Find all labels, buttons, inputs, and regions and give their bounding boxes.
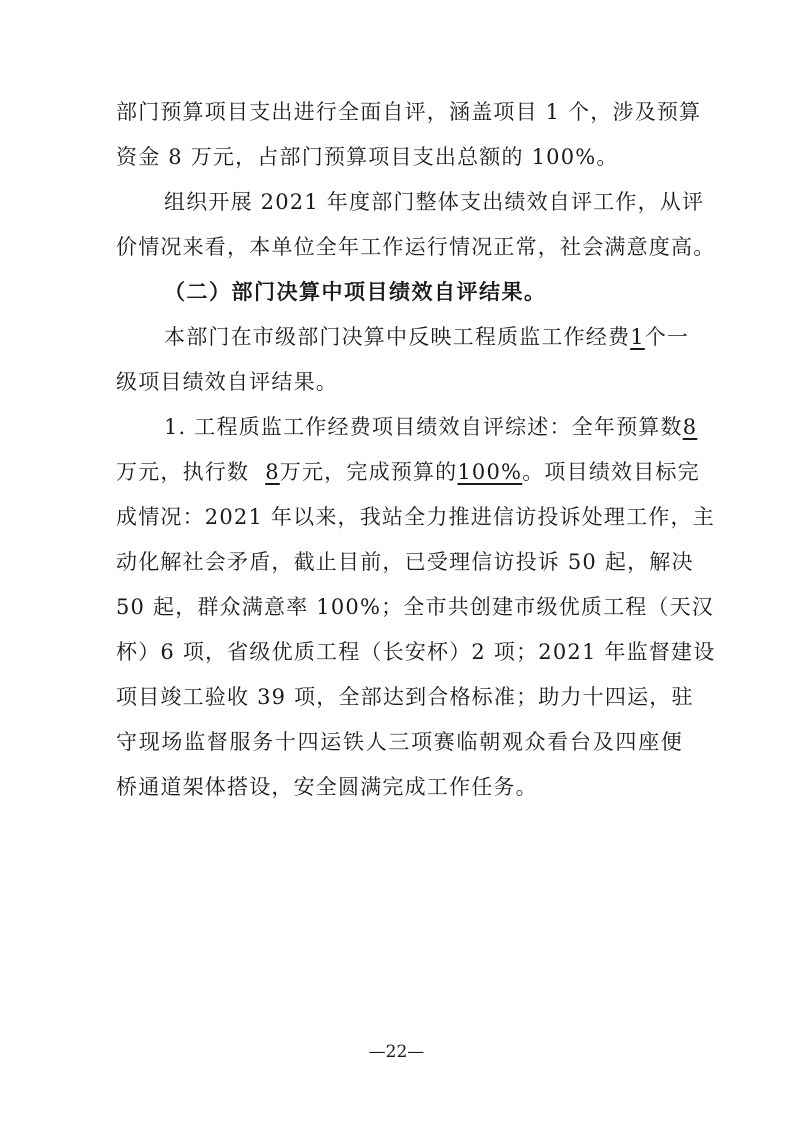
text-line: 杯）6 项，省级优质工程（长安杯）2 项；2021 年监督建设 xyxy=(116,640,716,664)
project-count-underlined: 1 xyxy=(630,325,645,349)
text-line xyxy=(116,457,700,487)
text-line: 成情况：2021 年以来，我站全力推进信访投诉处理工作，主 xyxy=(116,505,715,529)
text-line: 桥通道架体搭设，安全圆满完成工作任务。 xyxy=(116,775,538,799)
text-line: 组织开展 2021 年度部门整体支出绩效自评工作，从评 xyxy=(164,190,705,214)
text-segment: 1. 工程质监工作经费项目绩效自评综述：全年预算数 xyxy=(164,415,683,439)
text-line: 守现场监督服务十四运铁人三项赛临朝观众看台及四座便 xyxy=(116,730,683,754)
section-heading: （二）部门决算中项目绩效自评结果。 xyxy=(164,279,547,304)
text-line: 价情况来看，本单位全年工作运行情况正常，社会满意度高。 xyxy=(116,235,716,259)
completion-rate-underlined: 100% xyxy=(457,460,523,484)
text-segment: 。项目绩效目标完 xyxy=(522,460,700,484)
text-line: 部门预算项目支出进行全面自评，涵盖项目 1 个，涉及预算 xyxy=(116,100,702,124)
text-line: 资金 8 万元，占部门预算项目支出总额的 100%。 xyxy=(116,145,619,169)
text-segment: 个一 xyxy=(644,325,690,349)
text-line xyxy=(164,412,698,442)
annual-budget-underlined: 8 xyxy=(682,415,698,439)
text-line: 50 起，群众满意率 100%；全市共创建市级优质工程（天汉 xyxy=(116,595,715,619)
text-line: 级项目绩效自评结果。 xyxy=(116,370,338,394)
text-segment: 万元，执行数 xyxy=(116,460,250,484)
executed-amount-underlined: 8 xyxy=(265,460,280,484)
text-segment: 万元，完成预算的 xyxy=(279,460,458,484)
page-number: —22— xyxy=(368,1042,425,1062)
text-line xyxy=(164,322,690,352)
text-line: 动化解社会矛盾，截止目前，已受理信访投诉 50 起，解决 xyxy=(116,550,694,574)
text-line: 项目竣工验收 39 项，全部达到合格标准；助力十四运，驻 xyxy=(116,685,694,709)
text-segment: 本部门在市级部门决算中反映工程质监工作经费 xyxy=(164,325,631,349)
